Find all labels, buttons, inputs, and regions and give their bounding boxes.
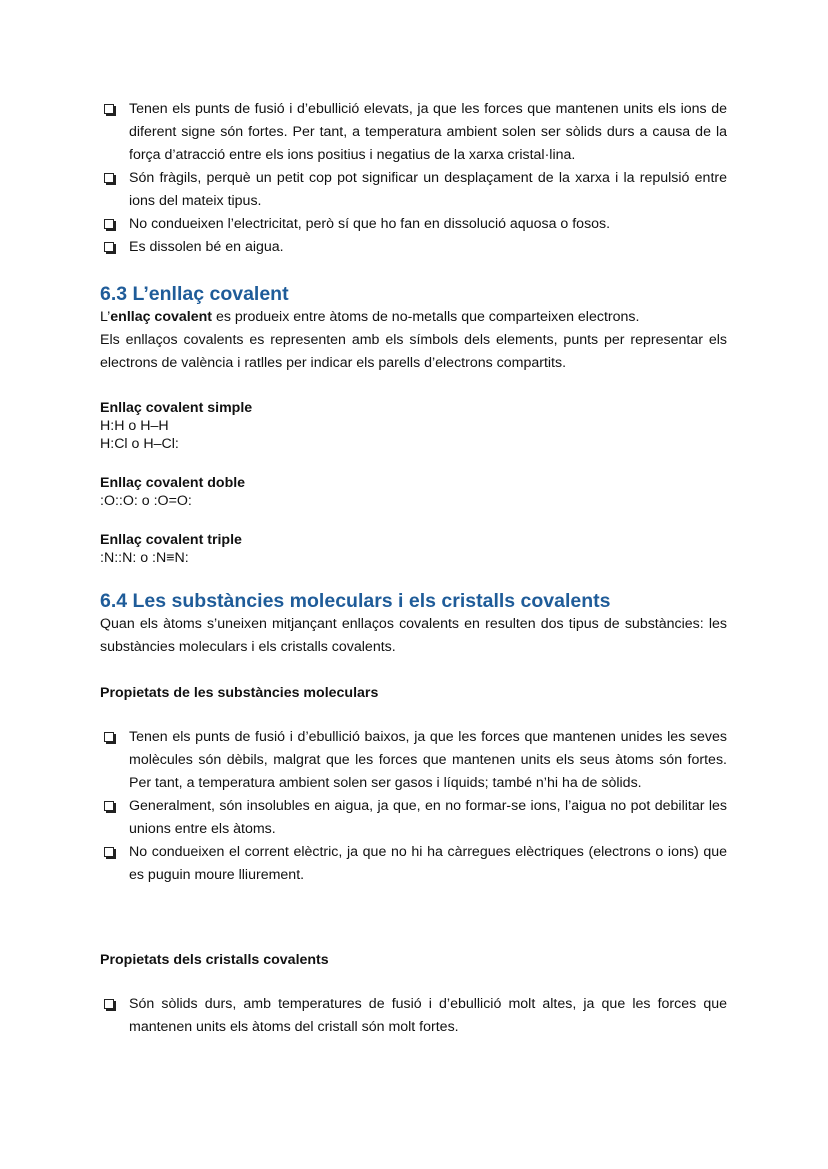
checkbox-bullet-icon: [104, 999, 114, 1009]
subheading-simple-bond: Enllaç covalent simple: [100, 400, 253, 416]
ionic-properties-list: [100, 98, 727, 259]
checkbox-bullet-icon: [104, 173, 114, 183]
list-item: Generalment, són insolubles en aigua, ja que, en no formar-se ions, l’aigua no pot debilitar les unions entre els àtoms.: [100, 795, 727, 841]
list-item: Són sòlids durs, amb temperatures de fusió i d’ebullició molt altes, ja que les forces que mantenen units els àtoms del cristall són molt fortes.: [100, 993, 727, 1039]
paragraph-covalent-definition: L’enllaç covalent es produeix entre àtoms de no-metalls que comparteixen electrons.: [100, 309, 640, 325]
checkbox-bullet-icon: [104, 732, 114, 742]
list-item: Es dissolen bé en aigua.: [100, 236, 727, 259]
subheading-covalent-crystal-properties: Propietats dels cristalls covalents: [100, 952, 329, 968]
subheading-double-bond: Enllaç covalent doble: [100, 475, 246, 491]
section-heading-6-4: 6.4 Les substàncies moleculars i els cristalls covalents: [100, 590, 611, 612]
subheading-molecular-properties: Propietats de les substàncies moleculars: [100, 685, 379, 701]
bold-term: enllaç covalent: [110, 309, 212, 325]
checkbox-bullet-icon: [104, 242, 114, 252]
formula-triple-1: :N::N: o :N≡N:: [100, 550, 189, 566]
section-heading-6-3: 6.3 L’enllaç covalent: [100, 283, 289, 305]
paragraph-molecular-intro: Quan els àtoms s’uneixen mitjançant enllaços covalents en resulten dos tipus de substàncies: les substàncies moleculars i els cristalls covalents.: [100, 616, 727, 655]
subheading-triple-bond: Enllaç covalent triple: [100, 532, 242, 548]
checkbox-bullet-icon: [104, 847, 114, 857]
list-item: Són fràgils, perquè un petit cop pot significar un desplaçament de la xarxa i la repulsió entre ions del mateix tipus.: [100, 167, 727, 213]
list-item: No condueixen l’electricitat, però sí que ho fan en dissolució aquosa o fosos.: [100, 213, 727, 236]
checkbox-bullet-icon: [104, 104, 114, 114]
checkbox-bullet-icon: [104, 801, 114, 811]
checkbox-bullet-icon: [104, 219, 114, 229]
molecular-properties-list: [100, 726, 727, 887]
formula-simple-2: H:Cl o H–Cl:: [100, 436, 179, 452]
covalent-crystal-properties-list: [100, 993, 727, 1039]
paragraph-covalent-representation: Els enllaços covalents es representen amb els símbols dels elements, punts per representar els electrons de valència i ratlles per indicar els parells d’electrons compartits.: [100, 332, 727, 371]
formula-simple-1: H:H o H–H: [100, 418, 169, 434]
list-item: Tenen els punts de fusió i d’ebullició elevats, ja que les forces que mantenen units els ions de diferent signe són fortes. Per tant, a temperatura ambient solen ser sòlids durs a causa de la força d’atracció entre els ions positius i negatius de la xarxa cristal·lina.: [100, 98, 727, 167]
formula-double-1: :O::O: o :O=O:: [100, 493, 192, 509]
list-item: Tenen els punts de fusió i d’ebullició baixos, ja que les forces que mantenen unides les seves molècules són dèbils, malgrat que les forces que mantenen units els seus àtoms són fortes. Per tant, a temperatura ambient solen ser gasos i líquids; també n’hi ha de sòlids.: [100, 726, 727, 795]
document-page: [100, 98, 727, 1039]
list-item: No condueixen el corrent elèctric, ja que no hi ha càrregues elèctriques (electrons o ions) que es puguin moure lliurement.: [100, 841, 727, 887]
